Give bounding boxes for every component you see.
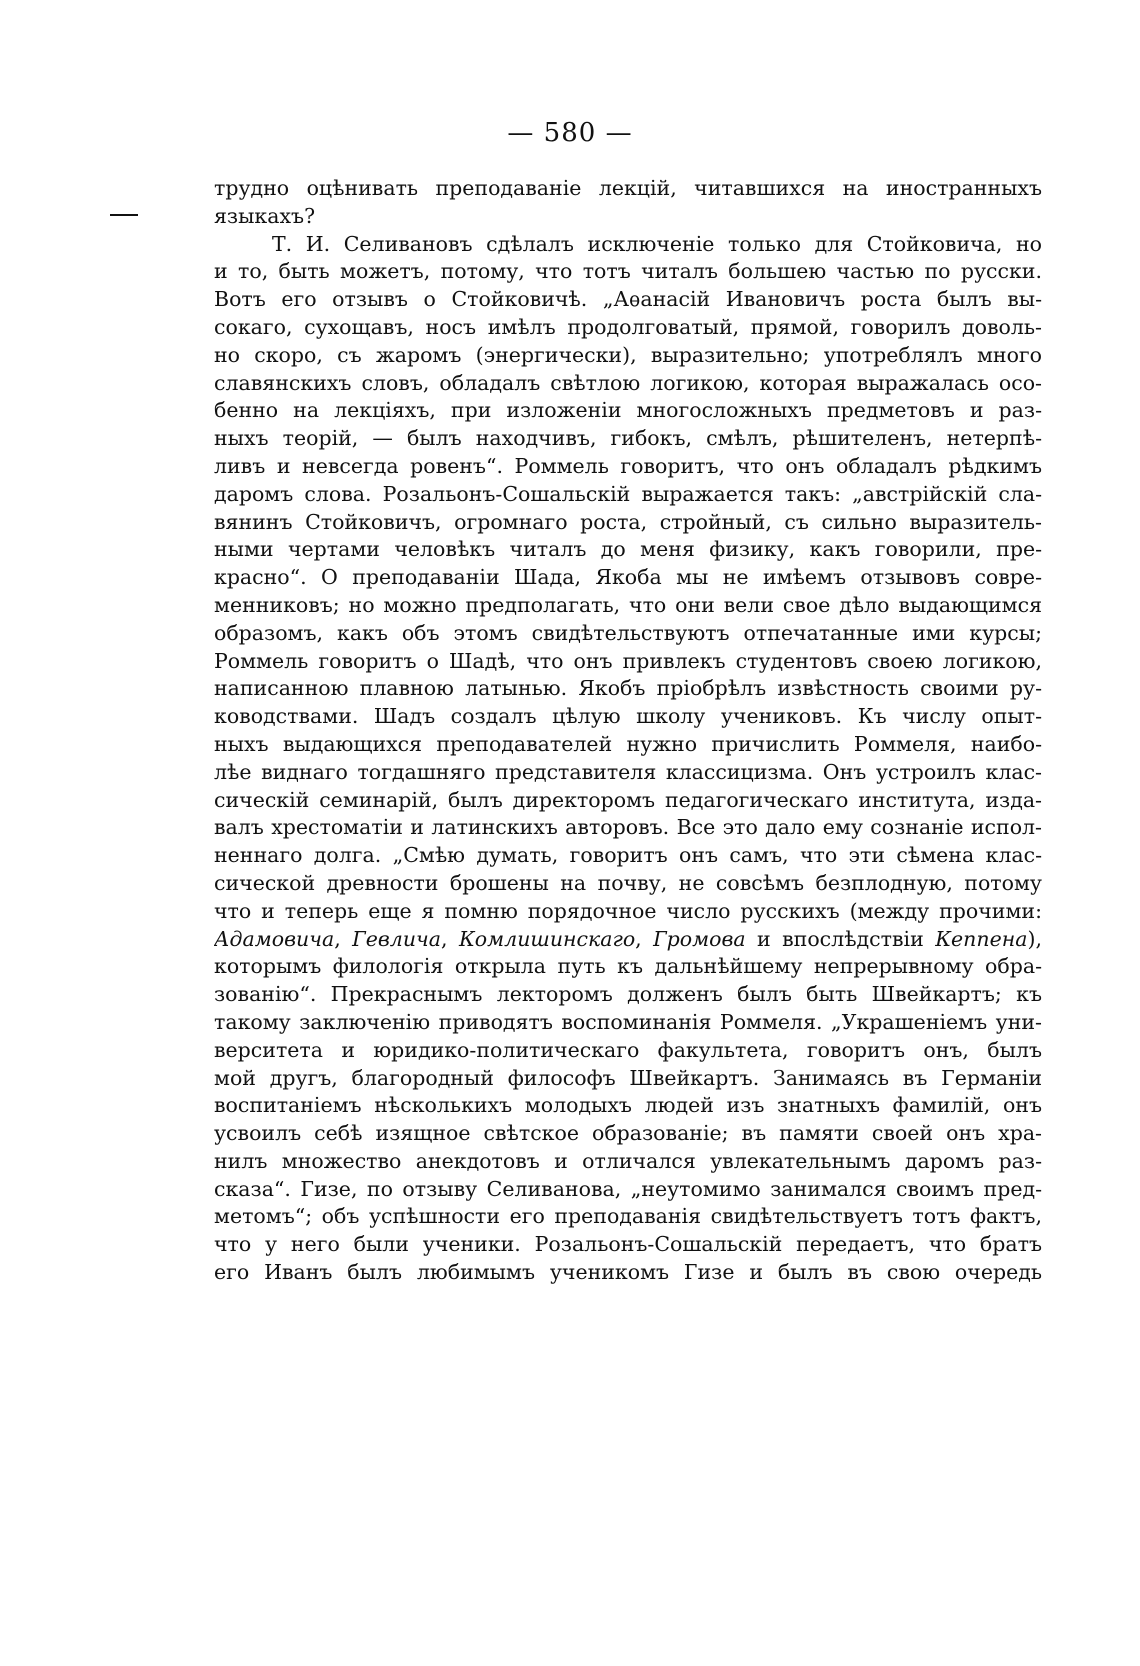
text-line: мой другъ, благородный философъ Швейкартъ. Занимаясь въ Германіи — [214, 1065, 1042, 1090]
text-line: и то, быть можетъ, потому, что тотъ читалъ большею частью по русски. — [214, 259, 1042, 284]
text-line: такому заключенію приводятъ воспоминанія Роммеля. „Украшеніемъ уни- — [214, 1009, 1042, 1034]
text-line: которымъ филологія открыла путь къ дальнѣйшему непрерывному обра- — [214, 954, 1042, 979]
margin-mark — [110, 214, 138, 216]
text-line: зованію“. Прекраснымъ лекторомъ долженъ былъ быть Швейкартъ; къ — [214, 982, 1042, 1007]
text-line: даромъ слова. Розальонъ-Сошальскій выражается такъ: „австрійскій сла- — [214, 481, 1042, 506]
text-line: его Иванъ былъ любимымъ ученикомъ Гизе и былъ въ свою очередь — [214, 1260, 1042, 1285]
text-line: трудно оцѣнивать преподаваніе лекцій, читавшихся на иностранныхъ — [214, 176, 1042, 200]
text-line: Роммель говоритъ о Шадѣ, что онъ привлекъ студентовъ своею логикою, — [214, 648, 1042, 673]
paragraph-start-line: Т. И. Селивановъ сдѣлалъ исключеніе только для Стойковича, но — [272, 231, 1042, 256]
text-line: бенно на лекціяхъ, при изложеніи многосложныхъ предметовъ и раз- — [214, 398, 1042, 423]
text-line: нилъ множество анекдотовъ и отличался увлекательнымъ даромъ раз- — [214, 1148, 1042, 1173]
text-line: сказа“. Гизе, по отзыву Селиванова, „неутомимо занимался своимъ пред- — [214, 1176, 1042, 1201]
text-line: метомъ“; объ успѣшности его преподаванія свидѣтельствуетъ тотъ фактъ, — [214, 1204, 1042, 1229]
italic-names-line: Адамовича, Гевлича, Комлишинскаго, Громова и впослѣдствіи Кеппена), — [214, 926, 1042, 951]
text-line: что и теперь еще я помню порядочное число русскихъ (между прочими: — [214, 898, 1042, 923]
text-line: что у него были ученики. Розальонъ-Сошальскій передаетъ, что братъ — [214, 1232, 1042, 1257]
italic-name: Комлишинскаго — [458, 926, 636, 951]
text-line: сической древности брошены на почву, не совсѣмъ безплодную, потому — [214, 870, 1042, 895]
text-line: ководствами. Шадъ создалъ цѣлую школу учениковъ. Къ числу опыт- — [214, 704, 1042, 729]
text-line: языкахъ? — [214, 203, 316, 228]
text-line: валъ хрестоматіи и латинскихъ авторовъ. Все это дало ему сознаніе испол- — [214, 815, 1042, 840]
body-text — [214, 175, 1042, 1287]
text-line: но скоро, съ жаромъ (энергически), выразительно; употреблялъ много — [214, 342, 1042, 367]
text-line: ныхъ теорій, — былъ находчивъ, гибокъ, смѣлъ, рѣшителенъ, нетерпѣ- — [214, 426, 1042, 451]
page-number: — 580 — — [507, 118, 633, 148]
text-line: усвоилъ себѣ изящное свѣтское образованіе; въ памяти своей онъ хра- — [214, 1121, 1042, 1146]
text-line: написанною плавною латынью. Якобъ пріобрѣлъ извѣстность своими ру- — [214, 676, 1042, 701]
italic-name: Громова — [653, 926, 746, 951]
text-line: менниковъ; но можно предполагать, что они вели свое дѣло выдающимся — [214, 592, 1042, 617]
text-line: Вотъ его отзывъ о Стойковичѣ. „Аѳанасій Ивановичъ роста былъ вы- — [214, 287, 1042, 312]
text-line: сическій семинарій, былъ директоромъ педагогическаго института, изда- — [214, 787, 1042, 812]
text-line: лѣе виднаго тогдашняго представителя классицизма. Онъ устроилъ клас- — [214, 759, 1042, 784]
italic-name: Кеппена — [935, 926, 1028, 951]
text-line: сокаго, сухощавъ, носъ имѣлъ продолговатый, прямой, говорилъ доволь- — [214, 314, 1042, 339]
italic-name: Адамовича — [214, 926, 335, 951]
text-line: красно“. О преподаваніи Шада, Якоба мы не имѣемъ отзывовъ совре- — [214, 565, 1042, 590]
text-line: славянскихъ словъ, обладалъ свѣтлою логикою, которая выражалась осо- — [214, 370, 1042, 395]
text-line: ливъ и невсегда ровенъ“. Роммель говоритъ, что онъ обладалъ рѣдкимъ — [214, 453, 1042, 478]
text-line: неннаго долга. „Смѣю думать, говоритъ онъ самъ, что эти сѣмена клас- — [214, 843, 1042, 868]
italic-name: Гевлича — [352, 926, 441, 951]
text-line: ныхъ выдающихся преподавателей нужно причислить Роммеля, наибо- — [214, 731, 1042, 756]
text-line: вянинъ Стойковичъ, огромнаго роста, стройный, съ сильно выразитель- — [214, 509, 1042, 534]
text-line: верситета и юридико-политическаго факультета, говоритъ онъ, былъ — [214, 1037, 1042, 1062]
text-line: образомъ, какъ объ этомъ свидѣтельствуютъ отпечатанные ими курсы; — [214, 620, 1042, 645]
text-line: ными чертами человѣкъ читалъ до меня физику, какъ говорили, пре- — [214, 537, 1042, 562]
text-line: воспитаніемъ нѣсколькихъ молодыхъ людей изъ знатныхъ фамилій, онъ — [214, 1093, 1042, 1118]
